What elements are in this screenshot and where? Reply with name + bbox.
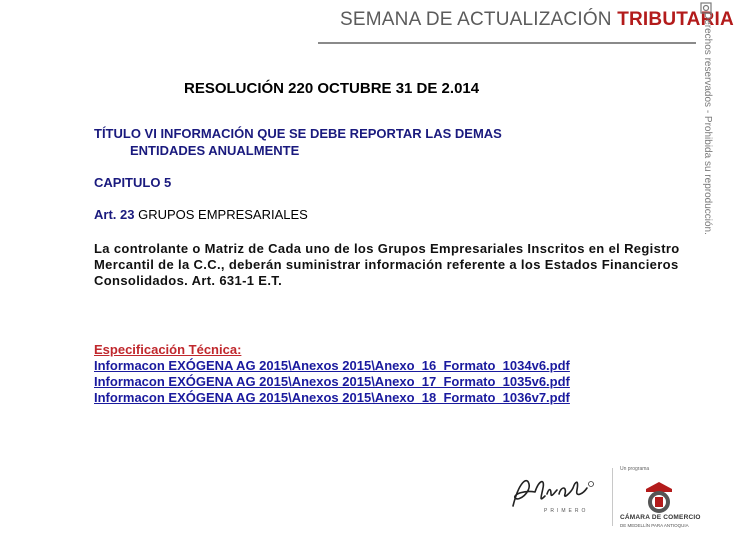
footer-divider — [612, 468, 613, 526]
titulo-line-1: TÍTULO VI INFORMACIÓN QUE SE DEBE REPORTAR LAS DEMAS — [94, 126, 502, 141]
camara-subtitle: DE MEDELLÍN PARA ANTIOQUIA — [620, 523, 689, 528]
anexo-17-link[interactable]: Informacon EXÓGENA AG 2015\Anexos 2015\Anexo_17_Formato_1035v6.pdf — [94, 374, 570, 389]
article-heading — [94, 207, 308, 222]
capitulo-heading: CAPITULO 5 — [94, 175, 172, 190]
header-title-main: SEMANA DE ACTUALIZACIÓN — [340, 9, 618, 30]
header-title-accent: TRIBUTARIA — [617, 9, 734, 30]
article-number: Art. 23 — [94, 207, 135, 222]
header-title — [340, 9, 734, 31]
header-divider — [318, 42, 696, 44]
camara-program-text: Un programa — [620, 466, 650, 472]
anexo-16-link[interactable]: Informacon EXÓGENA AG 2015\Anexos 2015\Anexo_16_Formato_1034v6.pdf — [94, 358, 570, 373]
titulo-line-2: ENTIDADES ANUALMENTE — [130, 143, 300, 158]
camara-name: CÁMARA DE COMERCIO — [620, 514, 701, 521]
anexo-18-link[interactable]: Informacon EXÓGENA AG 2015\Anexos 2015\Anexo_18_Formato_1036v7.pdf — [94, 390, 570, 405]
technical-spec-section — [94, 342, 570, 406]
titulo-heading — [94, 125, 502, 159]
body-paragraph: La controlante o Matriz de Cada uno de los Grupos Empresariales Inscritos en el Registro Mercantil de la C.C., deberán suministrar información referente a los Estados Financieros Consolidados. Art. 631-1 E.T. — [94, 241, 680, 288]
rights-reserved-text: Derechos reservados - Prohibida su reproducción. — [702, 12, 713, 235]
camara-comercio-logo-icon — [642, 480, 676, 512]
signature-subtitle: PRIMERO — [544, 508, 589, 514]
article-title: GRUPOS EMPRESARIALES — [134, 207, 308, 222]
afiliado-signature-logo — [505, 472, 595, 512]
slide-title: RESOLUCIÓN 220 OCTUBRE 31 DE 2.014 — [184, 80, 480, 97]
spec-heading: Especificación Técnica: — [94, 342, 242, 357]
